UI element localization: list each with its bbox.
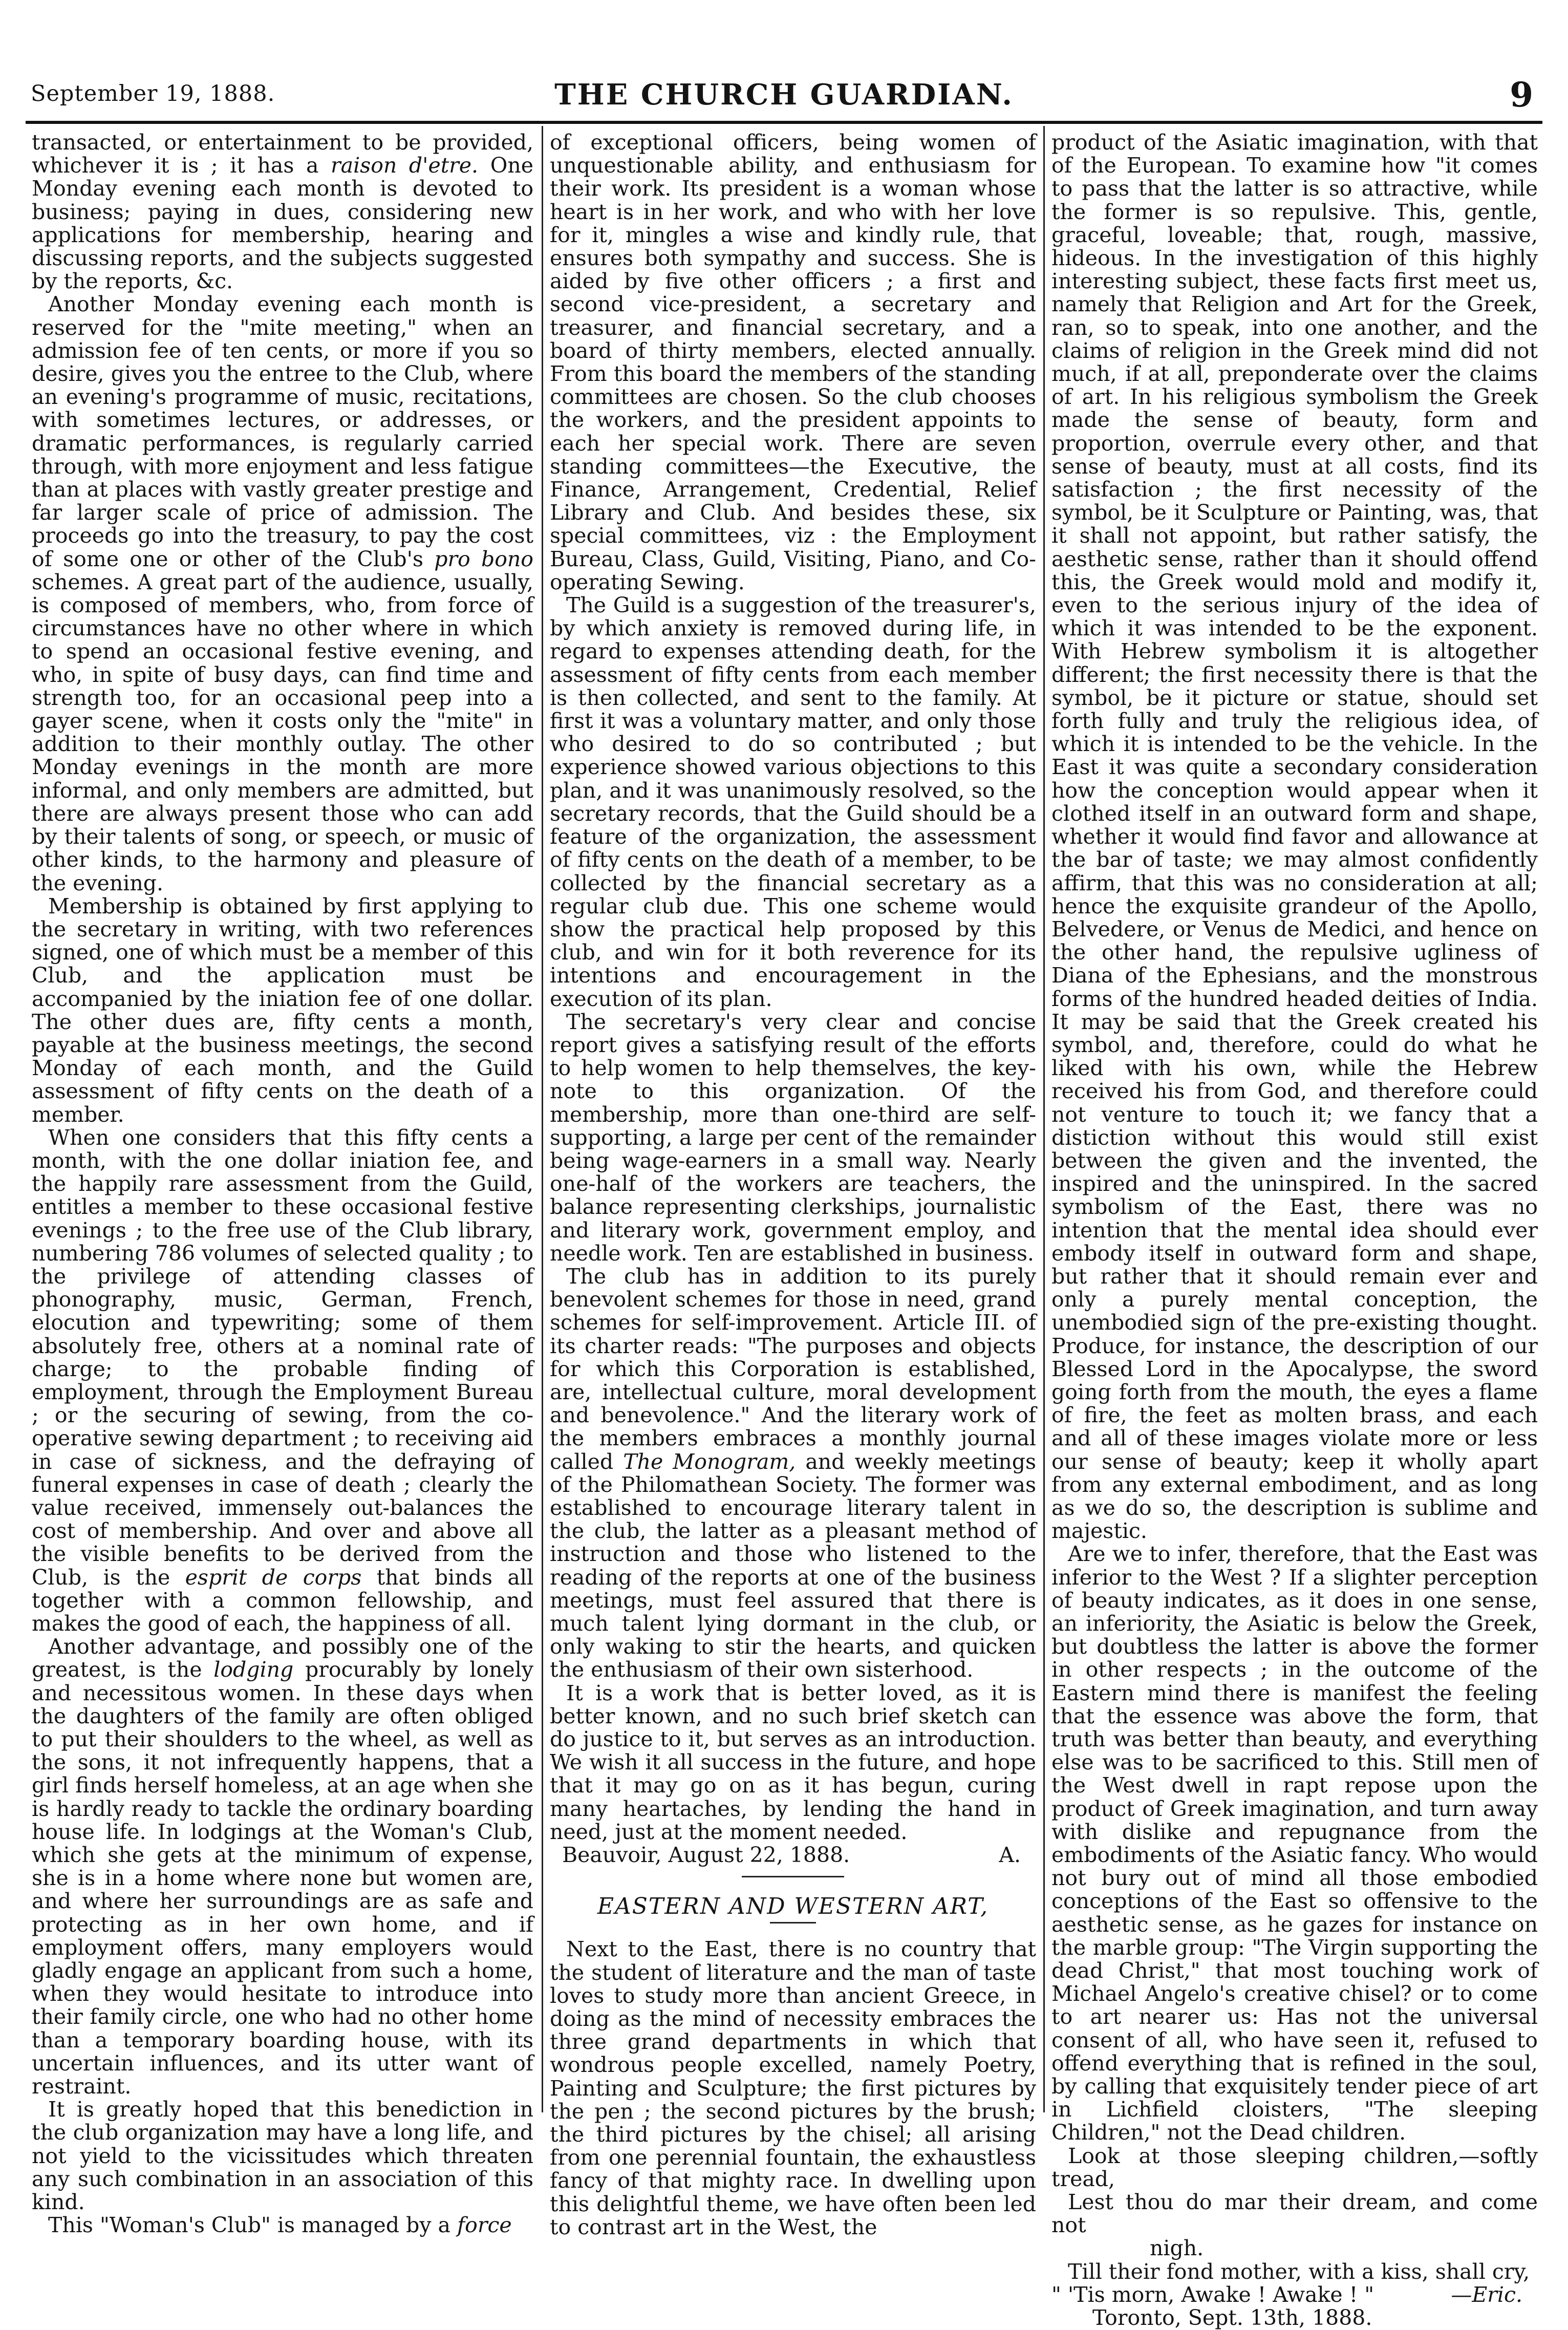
paragraph: Are we to infer, therefore, that the East was inferior to the West ? If a slighter perception of beauty indicates, as it does in one sense, an inferiority, the Asiatic is below the Greek, but doubtless the latter is above the former in other respects ; in the outcome of the Eastern mind there is manifest the feeling that the essence was above the form, that truth was better than beauty, and everything else was to be sacrificed to this. Still men of the West dwell in rapt repose upon the product of Greek imagination, and turn away with dislike and repugnance from the embodiments of the Asiatic fancy. Who would not bury out of mind all those embodied conceptions of the East so offensive to the aesthetic sense, as he gazes for instance on the marble group: "The Virgin supporting the dead Christ," that most touching work of Michael Angelo's creative chisel? or to come to art nearer us: Has not the universal consent of all, who have seen it, refused to offend everything that is refined in the soul, by calling that exquisitely tender piece of art in Lichfield cloisters, "The sleeping Children," not the Dead children. xyxy=(1051,1542,1538,2145)
header-rule xyxy=(26,121,1542,124)
poem-line: " 'Tis morn, Awake ! Awake ! " xyxy=(1051,2282,1374,2307)
page-number: 9 xyxy=(1510,75,1533,115)
closing-dateline: Toronto, Sept. 13th, 1888. xyxy=(1092,2305,1372,2330)
paragraph: transacted, or entertainment to be provided, whichever it is ; it has a raison d'etre. One Monday evening each month is devoted to business; paying in dues, considering new applications for membership, hearing and discussing reports, and the subjects suggested by the reports, &c. xyxy=(32,130,533,294)
section-title: EASTERN AND WESTERN ART, xyxy=(597,1893,989,1920)
page-header xyxy=(26,75,1542,115)
poem-line: nigh. xyxy=(1150,2236,1204,2261)
column-3 xyxy=(1051,130,1538,2330)
signature-initial: A. xyxy=(999,1843,1021,1868)
poem-line: Till their fond mother, with a kiss, shall cry, xyxy=(1068,2259,1530,2284)
poem-line: Look at those sleeping children,—softly tread, xyxy=(1051,2143,1538,2191)
signature-place-date: Beauvoir, August 22, 1888. xyxy=(562,1843,850,1868)
poem-author: —Eric. xyxy=(1451,2282,1522,2307)
paragraph: This "Woman's Club" is managed by a force xyxy=(48,2213,512,2238)
poem-final-line xyxy=(1051,2283,1538,2306)
paragraph: It is greatly hoped that this benediction in the club organization may have a long life, and not yield to the vicissitudes which threaten any such combination in an association of this kind. xyxy=(32,2097,533,2215)
article-signature xyxy=(550,1844,1036,1867)
column-1 xyxy=(32,130,533,2238)
paragraph: product of the Asiatic imagination, with that of the European. To examine how "it comes to pass that the latter is so attractive, while the former is so repulsive. This, gentle, graceful, loveable; that, rough, massive, hideous. In the investigation of this highly interesting subject, these facts first meet us, namely that Religion and Art for the Greek, ran, so to speak, into one another, and the claims of religion in the Greek mind did not much, if at all, preponderate over the claims of art. In his religious symbolism the Greek made the sense of beauty, form and proportion, overrule every other, and that sense of beauty, must at all costs, find its satisfaction ; the first necessity of the symbol, be it Sculpture or Painting, was, that it shall not appoint, but rather satisfy, the aesthetic sense, rather than it should offend this, the Greek would mold and modify it, even to the serious injury of the idea of which it was intended to be the exponent. With Hebrew symbolism it is altogether different; the first necessity there is that the symbol, be it picture or statue, should set forth fully and truly the religious idea, of which it is intended to be the vehicle. In the East it was quite a secondary consideration how the conception would appear when it clothed itself in an outward form and shape, whether it would find favor and allowance at the bar of taste; we may almost confidently affirm, that this was no consideration at all; hence the exquisite grandeur of the Apollo, Belvedere, or Venus de Medici, and hence on the other hand, the repulsive ugliness of Diana of the Ephesians, and the monstrous forms of the hundred headed deities of India. It may be said that the Greek created his symbol, and, therefore, could do what he liked with his own, while the Hebrew received his from God, and therefore could not venture to touch it; we fancy that a distiction without this would still exist between the given and the invented, the inspired and the uninspired. In the sacred symbolism of the East, there was no intention that the mental idea should ever embody itself in outward form and shape, but rather that it should remain ever and only a purely mental conception, the unembodied sign of the pre-existing thought. Produce, for instance, the description of our Blessed Lord in the Apocalypse, the sword going forth from the mouth, the eyes a flame of fire, the feet as molten brass, and each and all of these images violate more or less our sense of beauty; keep it wholly apart from any external embodiment, and as long as we do so, the description is sublime and majestic. xyxy=(1051,130,1538,1544)
paragraph: When one considers that this fifty cents a month, with the one dollar iniation fee, and the happily rare assessment from the Guild, entitles a member to these occasional festive evenings ; to the free use of the Club library, numbering 786 volumes of selected quality ; to the privilege of attending classes of phonography, music, German, French, elocution and typewriting; some of them absolutely free, others at a nominal rate of charge; to the probable finding of employment, through the Employment Bureau ; or the securing of sewing, from the co-operative sewing department ; to receiving aid in case of sickness, and the defraying of funeral expenses in case of death ; clearly the value received, immensely out-balances the cost of membership. And over and above all the visible benefits to be derived from the Club, is the esprit de corps that binds all together with a common fellowship, and makes the good of each, the happiness of all. xyxy=(32,1125,533,1636)
issue-date: September 19, 1888. xyxy=(31,81,275,106)
column-rule-2 xyxy=(1043,126,1045,2112)
paragraph: The Guild is a suggestion of the treasurer's, by which anxiety is removed during life, in regard to expenses attending death, for the assessment of fifty cents from each member is then collected, and sent to the family. At first it was a voluntary matter, and only those who desired to do so contributed ; but experience showed various objections to this plan, and it was unanimously resolved, so the secretary records, that the Guild should be a feature of the organization, the assessment of fifty cents on the death of a member, to be collected by the financial secretary as a regular club due. This one scheme would show the practical help proposed by this club, and win for it both reverence for its intentions and encouragement in the execution of its plan. xyxy=(550,593,1036,1011)
column-2 xyxy=(550,130,1036,2239)
poem-line: Lest thou do mar their dream, and come not xyxy=(1051,2190,1538,2238)
paragraph: of exceptional officers, being women of unquestionable ability, and enthusiasm for their work. Its president is a woman whose heart is in her work, and who with her love for it, mingles a wise and kindly rule, that ensures both sympathy and success. She is aided by five other officers ; a first and second vice-president, a secretary and treasurer, and financial secretary, and a board of thirty members, elected annually. From this board the members of the standing committees are chosen. So the club chooses the workers, and the president appoints to each her special work. There are seven standing committees—the Executive, the Finance, Arrangement, Credential, Relief Library and Club. And besides these, six special committees, viz : the Employment Bureau, Class, Guild, Visiting, Piano, and Co-operating Sewing. xyxy=(550,130,1036,594)
column-rule-1 xyxy=(542,126,543,2112)
paragraph: The club has in addition to its purely benevolent schemes for those in need, grand schemes for self-improvement. Article III. of its charter reads: "The purposes and objects for which this Corporation is established, are, intellectual culture, moral development and benevolence." And the literary work of the members embraces a monthly journal called The Monogram, and weekly meetings of the Philomathean Society. The former was established to encourage literary talent in the club, the latter as a pleasant method of instruction and those who listened to the reading of the reports at one of the business meetings, must feel assured that there is much talent lying dormant in the club, or only waking to stir the hearts, and quicken the enthusiasm of their own sisterhood. xyxy=(550,1264,1036,1682)
paragraph: Another Monday evening each month is reserved for the "mite meeting," when an admission fee of ten cents, or more if you so desire, gives you the entree to the Club, where an evening's programme of music, recitations, with sometimes lectures, or addresses, or dramatic performances, is regularly carried through, with more enjoyment and less fatigue than at places with vastly greater prestige and far larger scale of price of admission. The proceeds go into the treasury, to pay the cost of some one or other of the Club's pro bono schemes. A great part of the audience, usually, is composed of members, who, from force of circumstances have no other where in which to spend an occasional festive evening, and who, in spite of busy days, can find time and strength too, for an occasional peep into a gayer scene, when it costs only the "mite" in addition to their monthly outlay. The other Monday evenings in the month are more informal, and only members are admitted, but there are always present those who can add by their talents of song, or speech, or music of other kinds, to the harmony and pleasure of the evening. xyxy=(32,292,533,895)
newspaper-title: THE CHURCH GUARDIAN. xyxy=(554,78,1014,112)
paragraph: It is a work that is better loved, as it is better known, and no such brief sketch can do justice to it, but serves as an introduction. We wish it all success in the future, and hope that it may go on as it has begun, curing many heartaches, by lending the hand in need, just at the moment needed. xyxy=(550,1680,1036,1844)
paragraph: Next to the East, there is no country that the student of literature and the man of taste loves to study more than ancient Greece, in doing as the mind of necessity embraces the three grand departments in which that wondrous people excelled, namely Poetry, Painting and Sculpture; the first pictures by the pen ; the second pictures by the brush; the third pictures by the chisel; all arising from one perennial fountain, the exhaustless fancy of that mighty race. In dwelling upon this delightful theme, we have often been led to contrast art in the West, the xyxy=(550,1937,1036,2239)
separator-rule xyxy=(742,1876,844,1877)
paragraph: Membership is obtained by first applying to the secretary in writing, with two references signed, one of which must be a member of this Club, and the application must be accompanied by the iniation fee of one dollar. The other dues are, fifty cents a month, payable at the business meetings, the second Monday of each month, and the Guild assessment of fifty cents on the death of a member. xyxy=(32,893,533,1127)
paragraph: The secretary's very clear and concise report gives a satisfying result of the efforts to help women to help themselves, the key-note to this organization. Of the membership, more than one-third are self-supporting, a large per cent of the remainder being wage-earners in a small way. Nearly one-half of the workers are teachers, the balance representing clerkships, journalistic and literary work, government employ, and needle work. Ten are established in business. xyxy=(550,1009,1036,1266)
paragraph: Another advantage, and possibly one of the greatest, is the lodging procurably by lonely and necessitous women. In these days when the daughters of the family are often obliged to put their shoulders to the wheel, as well as the sons, it not infrequently happens, that a girl finds herself homeless, at an age when she is hardly ready to tackle the ordinary boarding house life. In lodgings at the Woman's Club, which she gets at the minimum of expense, she is in a home where none but women are, and where her surroundings are as safe and protecting as in her own home, and if employment offers, many employers would gladly engage an applicant from such a home, when they would hesitate to introduce into their family circle, one who had no other home than a temporary boarding house, with its uncertain influences, and its utter want of restraint. xyxy=(32,1634,533,2099)
title-rule xyxy=(770,1922,816,1923)
